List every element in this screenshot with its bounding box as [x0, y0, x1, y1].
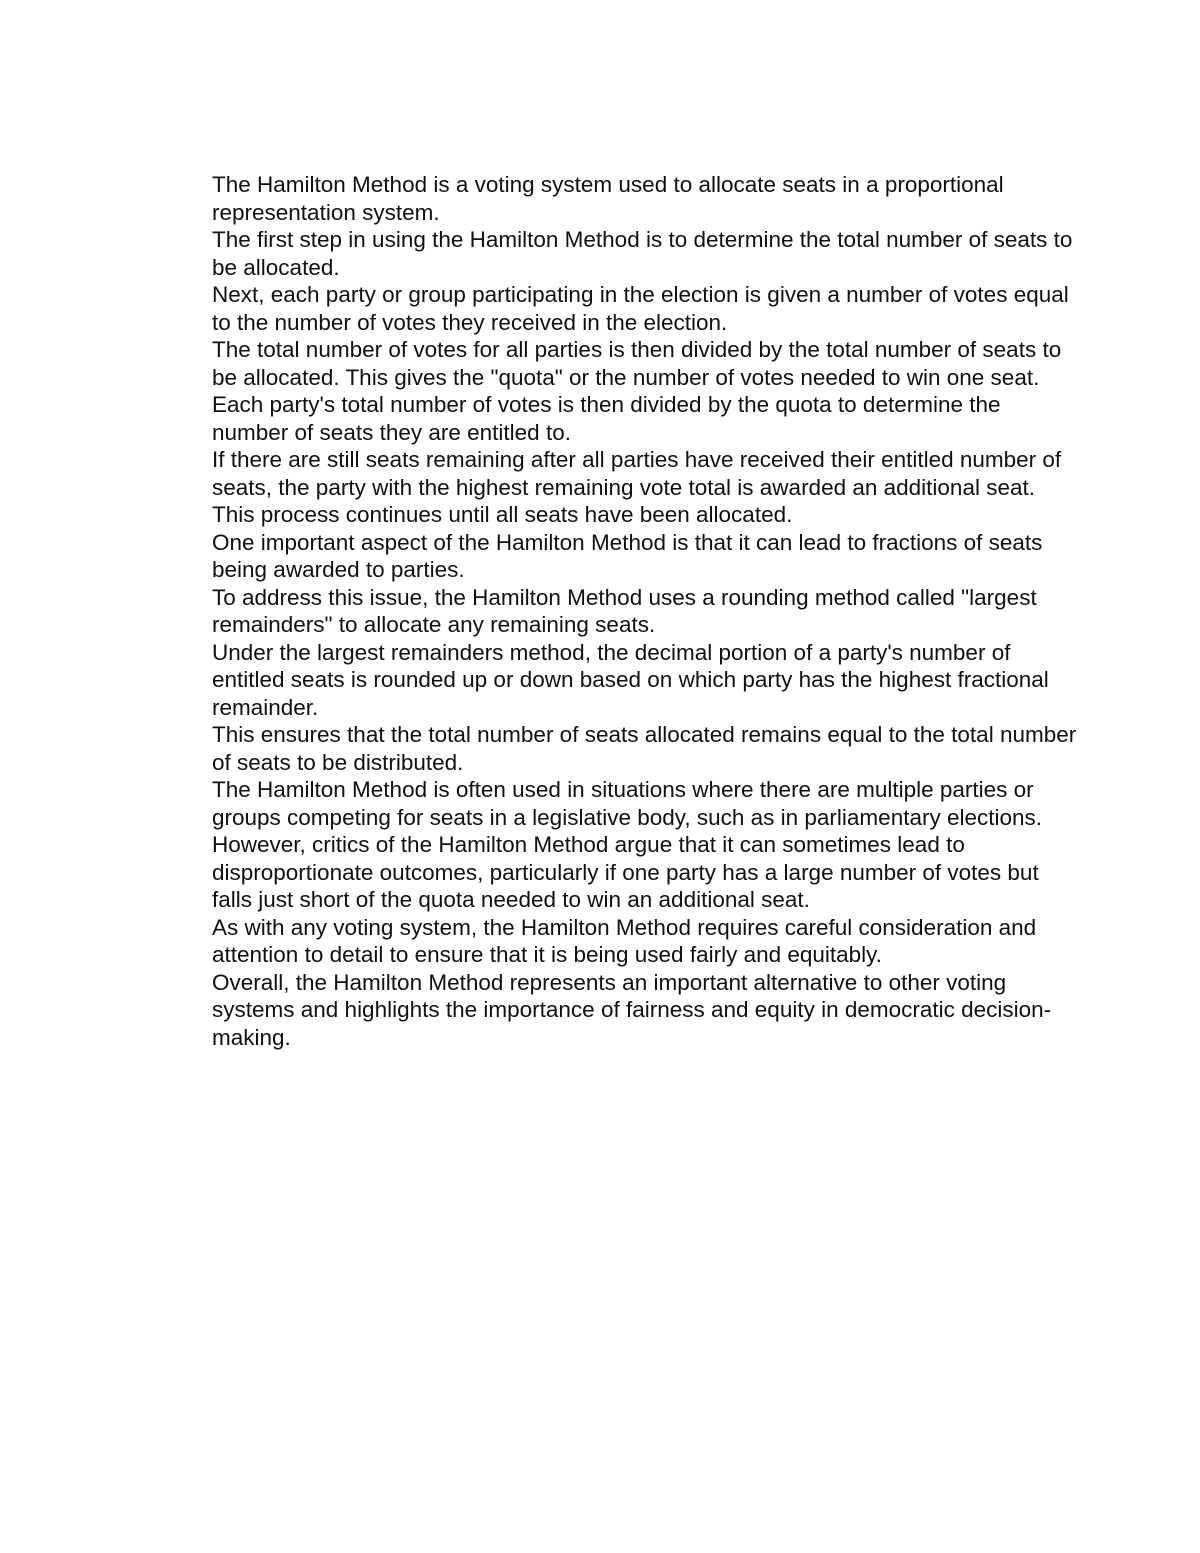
paragraph-12: The Hamilton Method is often used in situations where there are multiple parties or groups competing for seats in a legislative body, such as in parliamentary elections.: [212, 777, 1043, 830]
paragraph-9: To address this issue, the Hamilton Method uses a rounding method called "largest remainders" to allocate any remaining seats.: [212, 584, 1037, 637]
paragraph-8: One important aspect of the Hamilton Method is that it can lead to fractions of seats being awarded to parties.: [212, 529, 1043, 582]
paragraph-10: Under the largest remainders method, the decimal portion of a party's number of entitled seats is rounded up or down based on which party has the highest fractional remainder.: [212, 639, 1049, 720]
paragraph-13: However, critics of the Hamilton Method argue that it can sometimes lead to disproportionate outcomes, particularly if one party has a large number of votes but falls just short of the quota needed to win an additional seat.: [212, 832, 1039, 912]
paragraph-6: If there are still seats remaining after all parties have received their entitled number of seats, the party with the highest remaining vote total is awarded an additional seat.: [212, 447, 1062, 500]
paragraph-15: Overall, the Hamilton Method represents an important alternative to other voting systems and highlights the importance of fairness and equity in democratic decision-making.: [212, 969, 1052, 1050]
document-body: [212, 171, 1082, 1051]
paragraph-11: This ensures that the total number of seats allocated remains equal to the total number of seats to be distributed.: [212, 722, 1077, 775]
paragraph-2: The first step in using the Hamilton Method is to determine the total number of seats to be allocated.: [212, 227, 1073, 280]
paragraph-14: As with any voting system, the Hamilton Method requires careful consideration and attention to detail to ensure that it is being used fairly and equitably.: [212, 914, 1037, 967]
paragraph-5: Each party's total number of votes is then divided by the quota to determine the number of seats they are entitled to.: [212, 392, 1001, 445]
paragraph-7: This process continues until all seats have been allocated.: [212, 502, 793, 527]
paragraph-4: The total number of votes for all parties is then divided by the total number of seats to be allocated. This gives the "quota" or the number of votes needed to win one seat.: [212, 337, 1062, 390]
paragraph-1: The Hamilton Method is a voting system used to allocate seats in a proportional representation system.: [212, 172, 1004, 225]
paragraph-3: Next, each party or group participating in the election is given a number of votes equal to the number of votes they received in the election.: [212, 282, 1069, 335]
